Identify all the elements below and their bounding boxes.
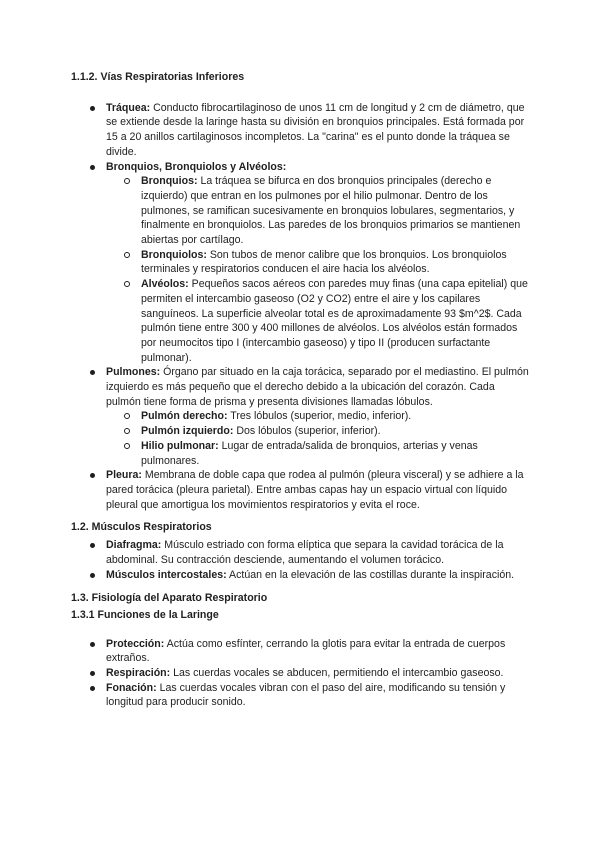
- sublist-item-pulmon-izquierdo: [106, 424, 531, 439]
- text-pulmon-izquierdo: Dos lóbulos (superior, inferior).: [233, 425, 381, 438]
- term-alveolos: Alvéolos:: [141, 278, 189, 291]
- list-item-pleura: [71, 468, 531, 512]
- text-bronquios: La tráquea se bifurca en dos bronquios principales (derecho e izquierdo) que entran en los pulmones por el hilio pulmonar. Dentro de los pulmones, se ramifican sucesivamente en bronquios lobulares, segmentarios, y finalmente en bronquiolos. Las paredes de los bronquios primarios se mantienen abiertas por cartílago.: [141, 175, 521, 247]
- term-fonacion: Fonación:: [106, 681, 157, 694]
- sublist-item-pulmon-derecho: [106, 409, 531, 424]
- subsection-heading-laringe: 1.3.1 Funciones de la Laringe: [71, 608, 219, 621]
- term-proteccion: Protección:: [106, 637, 165, 650]
- term-traquea: Tráquea:: [106, 101, 151, 114]
- sublist-item-bronquios: [106, 174, 531, 248]
- text-bronquiolos: Son tubos de menor calibre que los bronquios. Los bronquiolos terminales y respiratorios conducen el aire hacia los alvéolos.: [141, 248, 507, 276]
- term-bronquios: Bronquios:: [141, 175, 198, 188]
- text-intercostales: Actúan en la elevación de las costillas durante la inspiración.: [226, 568, 515, 581]
- text-pulmones: Órgano par situado en la caja torácica, separado por el mediastino. El pulmón izquierdo es más pequeño que el derecho debido a la ubicación del corazón. Cada pulmón tiene forma de prisma y presenta divisiones llamadas lóbulos.: [106, 366, 529, 408]
- sublist-pulmones: [106, 409, 531, 468]
- term-respiracion: Respiración:: [106, 667, 171, 680]
- text-hilio-pulmonar: Lugar de entrada/salida de bronquios, arterias y venas pulmonares.: [141, 439, 478, 467]
- list-item-bronquios-group: [71, 160, 531, 366]
- list-vias-inferiores: [71, 101, 531, 513]
- term-pulmon-derecho: Pulmón derecho:: [141, 410, 228, 423]
- list-musculos: [71, 538, 531, 582]
- text-respiracion: Las cuerdas vocales se abducen, permitiendo el intercambio gaseoso.: [170, 667, 504, 680]
- section-heading-fisiologia: 1.3. Fisiología del Aparato Respiratorio: [71, 592, 268, 605]
- sublist-item-alveolos: [106, 277, 531, 365]
- term-pulmones: Pulmones:: [106, 366, 161, 379]
- term-pulmon-izquierdo: Pulmón izquierdo:: [141, 425, 234, 438]
- text-pleura: Membrana de doble capa que rodea al pulmón (pleura visceral) y se adhiere a la pared torácica (pleura parietal). Entre ambas capas hay un espacio virtual con líquido pleural que amortigua los movimientos respiratorios y evita el roce.: [106, 469, 524, 511]
- term-intercostales: Músculos intercostales:: [106, 568, 227, 581]
- term-pleura: Pleura:: [106, 469, 142, 482]
- list-item-respiracion: [71, 666, 531, 681]
- term-bronquiolos: Bronquiolos:: [141, 248, 207, 261]
- list-item-intercostales: [71, 568, 531, 583]
- text-alveolos: Pequeños sacos aéreos con paredes muy finas (una capa epitelial) que permiten el intercambio gaseoso (O2 y CO2) entre el aire y los capilares sanguíneos. La superficie alveolar total es de aproximadamente 93 $m^2$. Cada pulmón tiene entre 300 y 400 millones de alvéolos. Los alvéolos están formados por neumocitos tipo I (intercambio gaseoso) y tipo II (producen surfactante pulmonar).: [141, 278, 528, 364]
- text-diafragma: Músculo estriado con forma elíptica que separa la cavidad torácica de la abdominal. Su contracción desciende, aumentando el volumen torácico.: [106, 539, 504, 566]
- sublist-item-bronquiolos: [106, 248, 531, 277]
- section-heading-musculos: 1.2. Músculos Respiratorios: [71, 521, 212, 534]
- text-pulmon-derecho: Tres lóbulos (superior, medio, inferior).: [227, 410, 412, 423]
- term-hilio-pulmonar: Hilio pulmonar:: [141, 439, 219, 452]
- sublist-bronquios: [106, 174, 531, 365]
- list-funciones-laringe: [71, 637, 531, 711]
- list-item-proteccion: [71, 637, 531, 666]
- term-bronquios-group: Bronquios, Bronquiolos y Alvéolos:: [106, 160, 287, 173]
- term-diafragma: Diafragma:: [106, 539, 162, 552]
- list-item-diafragma: [71, 538, 531, 567]
- text-traquea: Conducto fibrocartilaginoso de unos 11 cm de longitud y 2 cm de diámetro, que se extiende desde la laringe hasta su división en bronquios principales. Está formada por 15 a 20 anillos cartilaginosos incompletos. La "carina" es el punto donde la tráquea se divide.: [106, 101, 525, 158]
- list-item-pulmones: [71, 365, 531, 468]
- text-proteccion: Actúa como esfínter, cerrando la glotis para evitar la entrada de cuerpos extraños.: [106, 637, 506, 665]
- section-heading-vias-inferiores: 1.1.2. Vías Respiratorias Inferiores: [71, 71, 245, 83]
- list-item-traquea: [71, 101, 531, 160]
- text-fonacion: Las cuerdas vocales vibran con el paso del aire, modificando su tensión y longitud para producir sonido.: [106, 681, 506, 709]
- document-page: [71, 70, 531, 710]
- list-item-fonacion: [71, 681, 531, 710]
- sublist-item-hilio-pulmonar: [106, 439, 531, 468]
